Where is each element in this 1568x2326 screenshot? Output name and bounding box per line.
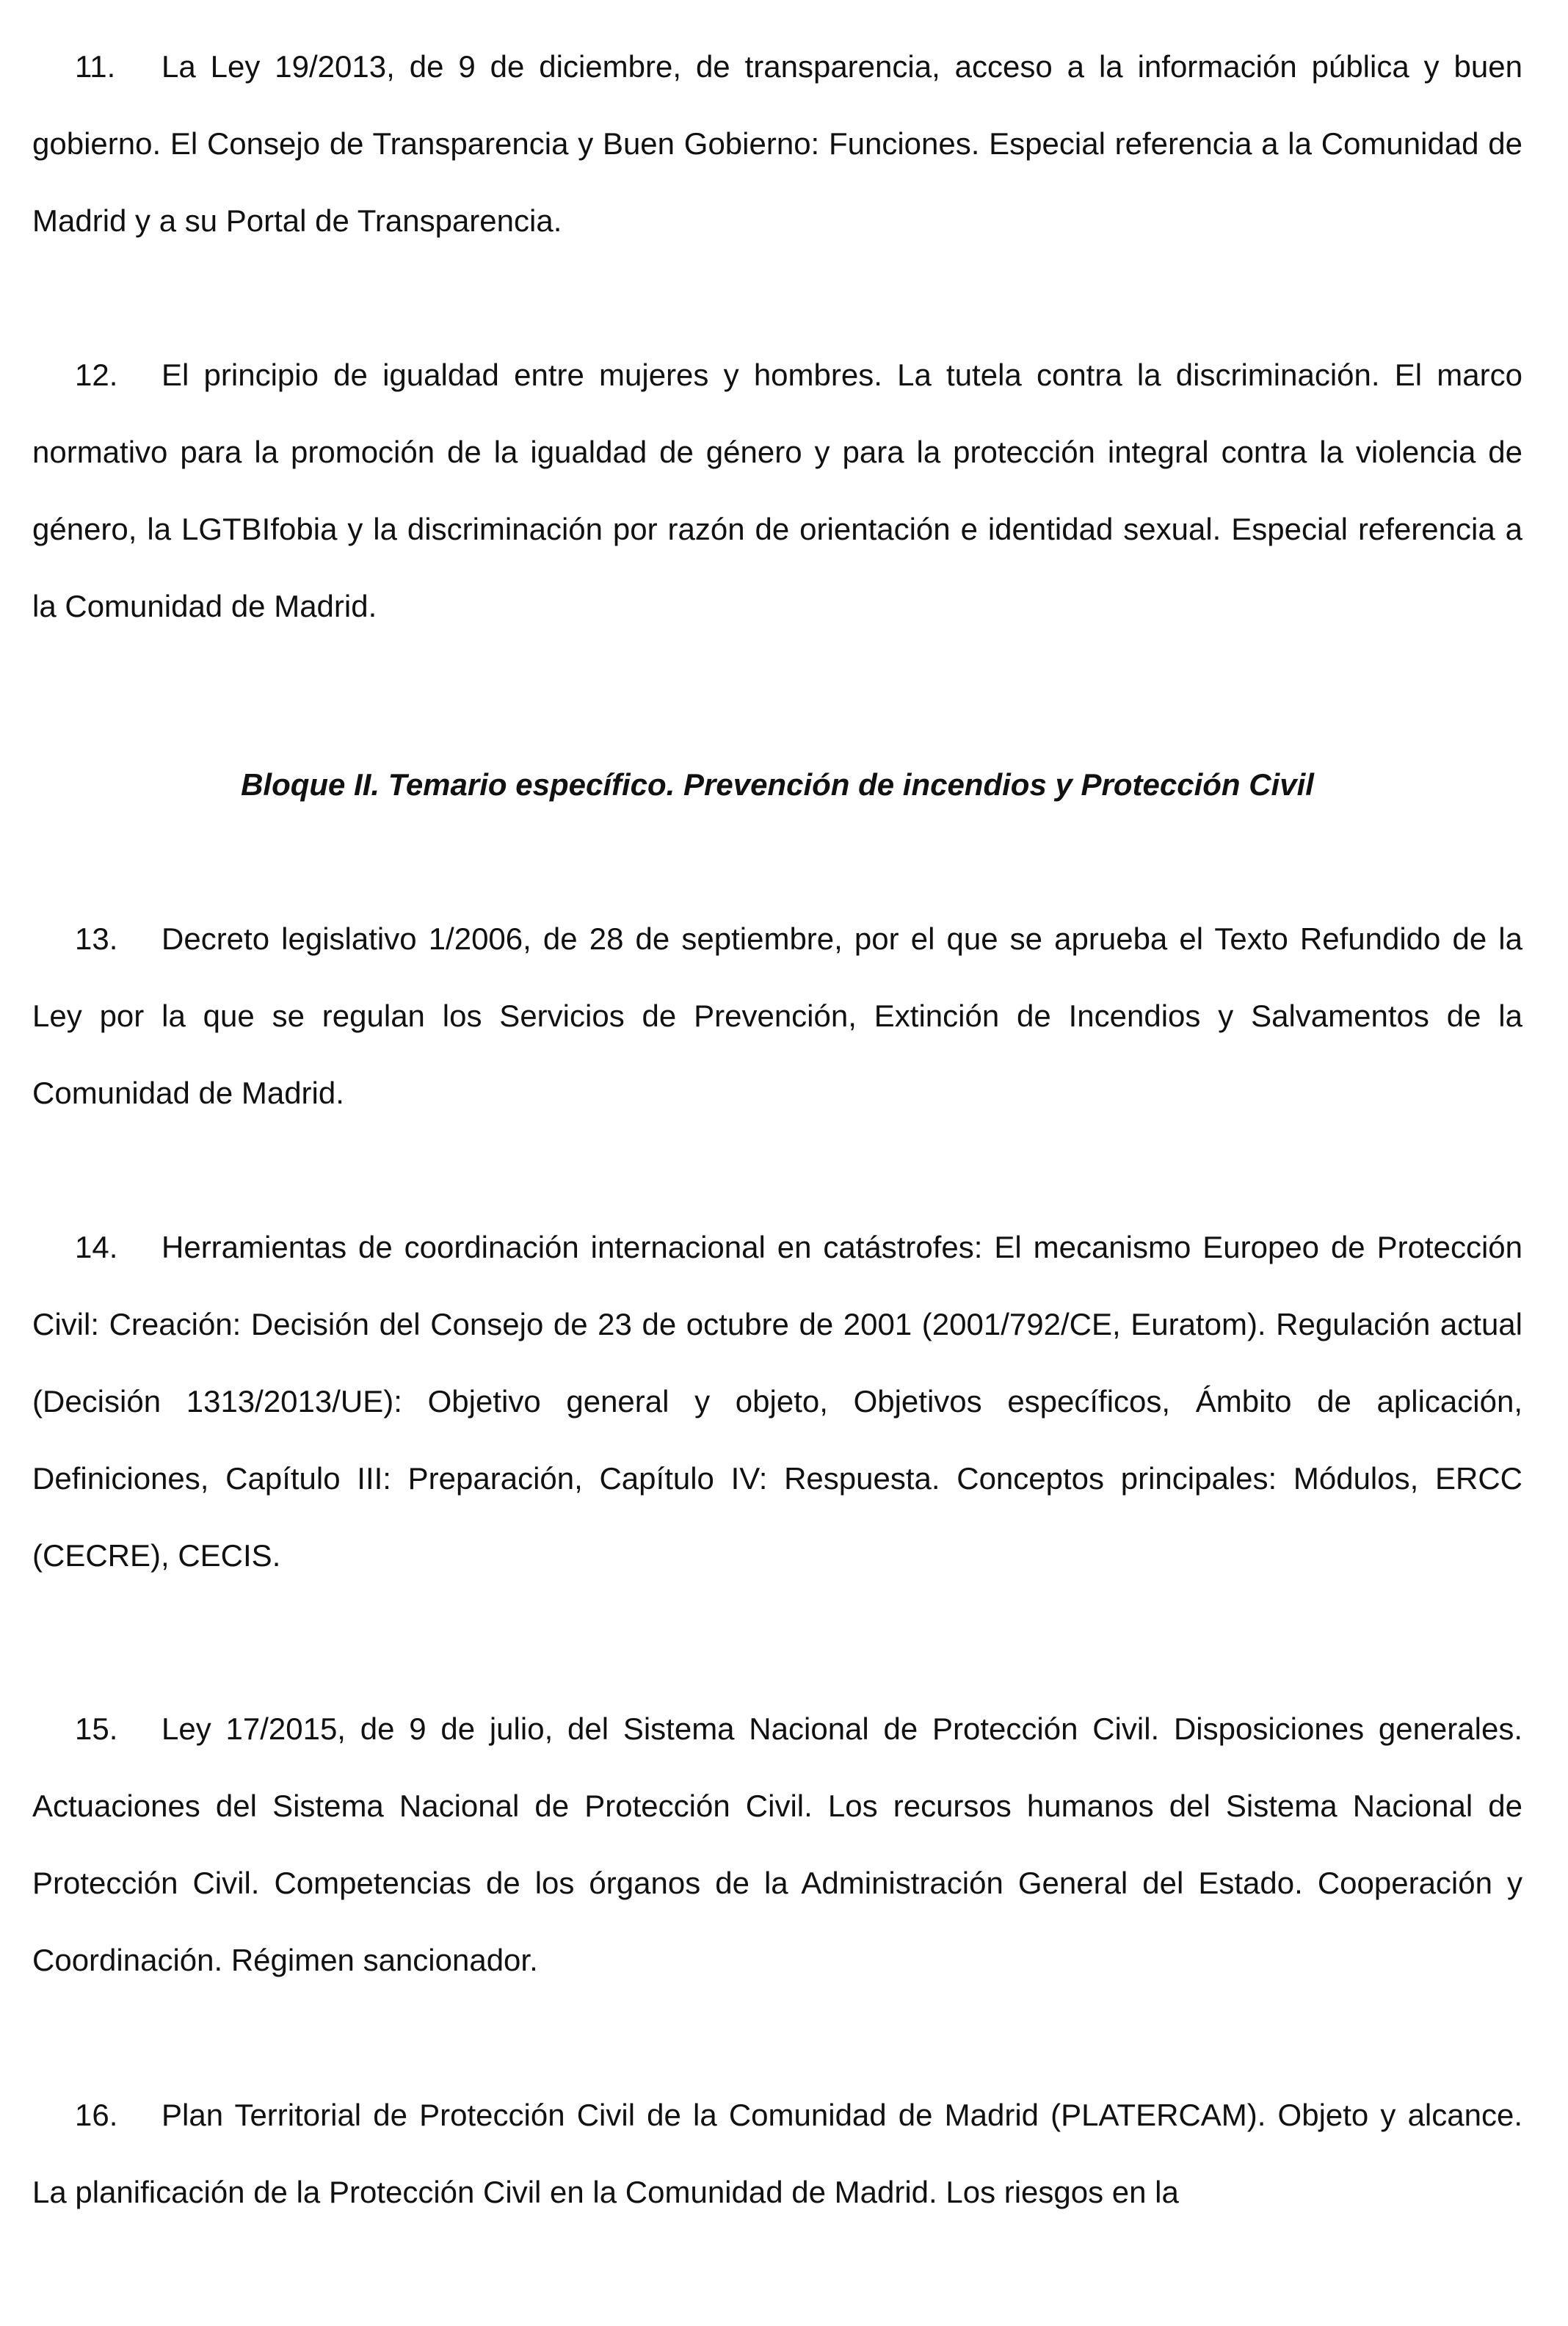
topic-number: 16. bbox=[75, 2098, 118, 2132]
topic-text: La Ley 19/2013, de 9 de diciembre, de transparencia, acceso a la información pública y buen gobierno. El Consejo de Transparencia y Buen Gobierno: Funciones. Especial referencia a la Comunidad de Madrid y a su Portal de Transparencia. bbox=[32, 49, 1522, 238]
topic-number: 13. bbox=[75, 921, 118, 956]
topic-item-13 bbox=[32, 900, 1522, 1131]
topic-item-15 bbox=[32, 1690, 1522, 1999]
topic-text: Ley 17/2015, de 9 de julio, del Sistema Nacional de Protección Civil. Disposiciones generales. Actuaciones del Sistema Nacional de Protección Civil. Los recursos humanos del Sistema Nacional de Protección Civil. Competencias de los órganos de la Administración General del Estado. Cooperación y Coordinación. Régimen sancionador. bbox=[32, 1711, 1522, 1977]
topic-item-14 bbox=[32, 1209, 1522, 1594]
block-heading: Bloque II. Temario específico. Prevención de incendios y Protección Civil bbox=[241, 767, 1314, 802]
topic-number: 15. bbox=[75, 1711, 118, 1746]
topic-text: El principio de igualdad entre mujeres y hombres. La tutela contra la discriminación. El marco normativo para la promoción de la igualdad de género y para la protección integral contra la violencia de género, la LGTBIfobia y la discriminación por razón de orientación e identidad sexual. Especial referencia a la Comunidad de Madrid. bbox=[32, 358, 1522, 623]
topic-item-12 bbox=[32, 336, 1522, 645]
topic-number: 11. bbox=[75, 49, 116, 84]
topic-text: Herramientas de coordinación internacional en catástrofes: El mecanismo Europeo de Protección Civil: Creación: Decisión del Consejo de 23 de octubre de 2001 (2001/792/CE, Euratom). Regulación actual (Decisión 1313/2013/UE): Objetivo general y objeto, Objetivos específicos, Ámbito de aplicación, Definiciones, Capítulo III: Preparación, Capítulo IV: Respuesta. Conceptos principales: Módulos, ERCC (CECRE), CECIS. bbox=[32, 1230, 1522, 1573]
topic-number: 12. bbox=[75, 358, 118, 392]
topic-text: Decreto legislativo 1/2006, de 28 de septiembre, por el que se aprueba el Texto Refundido de la Ley por la que se regulan los Servicios de Prevención, Extinción de Incendios y Salvamentos de la Comunidad de Madrid. bbox=[32, 921, 1522, 1110]
topic-item-11 bbox=[32, 28, 1522, 259]
topic-number: 14. bbox=[75, 1230, 118, 1264]
topic-item-16 bbox=[32, 2076, 1522, 2231]
topic-text: Plan Territorial de Protección Civil de la Comunidad de Madrid (PLATERCAM). Objeto y alcance. La planificación de la Protección Civil en la Comunidad de Madrid. Los riesgos en la bbox=[32, 2098, 1522, 2209]
